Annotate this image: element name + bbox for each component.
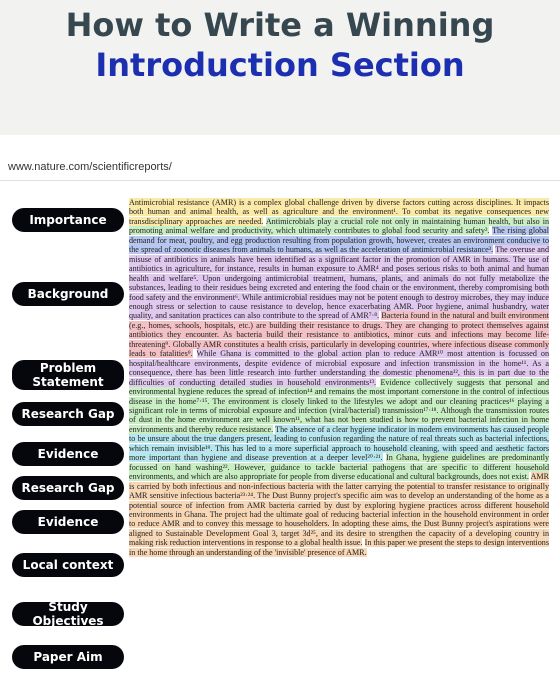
segment-study-objectives: AMR is carried by both infectious and non-infectious bacteria with the latter carrying the potential to transfer resistance to originally AMR sensitive infectious bacteria²³·²⁴. The Dust Bunny project's specific aim was to develop an understanding of the home as a potential source of infection from AMR bacteria carried by dust by exploring hygiene practices across different household environments in Ghana. The project had the ultimate goal of reducing bacterial infection in the household environment in order to reduce AMR and to convey this message to householders. In adopting these aims, the Dust Bunny project's aspirations were aligned to Sustainable Development Goal 3, target 3d²⁵, and its desire to strengthen the capacity of a developing country in making risk reduction interventions in response to a global health issue. [129,472,550,548]
segment-research-gap: While Ghana is committed to the global action plan to reduce AMR¹⁰ most attention is focussed on hospital/healthcare environments, despite evidence of microbial exposure and infection transmission in the home¹¹. As a consequence, there has been little research into further understanding the domestic phenomena¹², this is in part due to the difficulties of conducting detailed studies in household environments¹³. [129,349,549,387]
label-background: Background [12,282,124,306]
divider [0,180,560,181]
label-research-gap: Research Gap [12,402,124,426]
label-evidence: Evidence [12,442,124,466]
segment-problem-statement: Bacteria found in the natural and built environment (e.g., homes, schools, hospitals, etc.) are building their resistance to drugs. They are changing to protect themselves against antibiotics they encounter. As bacteria build their resistance to antibiotics, minor cuts and infections may become life-threatening⁹. Globally AMR constitutes a health crisis, particularly in developing countries, where infectious disease commonly leads to fatalities⁹. [129,311,549,359]
page-title-line1: How to Write a Winning [65,6,495,44]
introduction-text [129,198,549,557]
label-local-context: Local context [12,553,124,577]
segment-importance: Antimicrobial resistance (AMR) is a complex global challenge driven by diverse factors cutting across disciplines. It impacts both human and animal health, as well as agriculture and the environment¹. To combat its negative consequences new transdisciplinary approaches are needed. [129,198,549,226]
label-paper-aim: Paper Aim [12,645,124,669]
segment-background-3: The overuse and misuse of antibiotics in animals have been identified as a significant factor in the promotion of AMR in humans. The use of antibiotics in agriculture, for instance, results in human exposure to AMR⁴ and poses serious risks to both animal and human health and welfare⁵. Upon undergoing antimicrobial treatment, humans, plants, and animals do not fully metabolize the substances, leading to their residues being excreted and entering the food chain or the environment, thereby compromising both food safety and the environment⁶. While antimicrobial residues may not be potent enough to destroy microbes, they may induce enough stress or selection to cause resistance to develop, hence exacerbating AMR. Poor hygiene, animal husbandry, water quality, and sanitation practices can also contribute to the spread of AMR⁷·⁸. [129,245,549,321]
segment-background-2: The rising global demand for meat, poultry, and egg production resulting from population growth, however, creates an environment conducive to the spread of zoonotic diseases from animals to humans, as well as the acceleration of antimicrobial resistance³. [129,226,549,255]
label-importance: Importance [12,208,124,232]
label-evidence-2: Evidence [12,510,124,534]
segment-paper-aim: In this paper we present the steps to design interventions in the home through an understanding of the 'invisible' presence of AMR. [129,538,549,557]
label-research-gap-2: Research Gap [12,476,124,500]
segment-local-context: In Ghana, hygiene guidelines are predominantly focussed on hand washing²². However, guidance to tackle bacterial pathogens that are specific to different household environments, and which are also appropriate for people from diverse educational and cultural backgrounds, does not exist. [129,453,549,482]
label-problem-statement: Problem Statement [12,360,124,390]
source-url: www.nature.com/scientificreports/ [8,161,172,173]
segment-evidence: Evidence collectively suggests that personal and environmental hygiene reduces the spread of infection¹⁴ and remains the most important cornerstone in the control of infectious disease in the home⁷·¹⁵. The environment is closely linked to the lifestyles we adopt and our cleaning practices¹⁶ playing a significant role in terms of microbial exposure and infection (viral/bacterial) transmission¹⁷·¹⁸. Although the transmission routes of dust in the home environment are well known¹¹, what has not been studied is how to prevent bacterial infection in home environments and thereby reduce resistance. [129,377,550,434]
label-study-objectives: Study Objectives [12,602,124,626]
page-title-line2: Introduction Section [95,46,465,84]
segment-background-1: Antimicrobials play a crucial role not only in maintaining human health, but also in promoting animal welfare and productivity, which ultimately contributes to global food security and safety². [129,216,549,236]
segment-research-gap-2: The absence of a clear hygiene indicator in modern environments has caused people to be unsure about the true dangers present, leading to confusion regarding the nature of real threats such as bacterial infections, which remain invisible¹⁹. This has led to a more superficial approach to household cleaning, with speed and aesthetic factors more important than hygiene and disease prevention at a deeper level²⁰·²¹. [129,424,549,463]
